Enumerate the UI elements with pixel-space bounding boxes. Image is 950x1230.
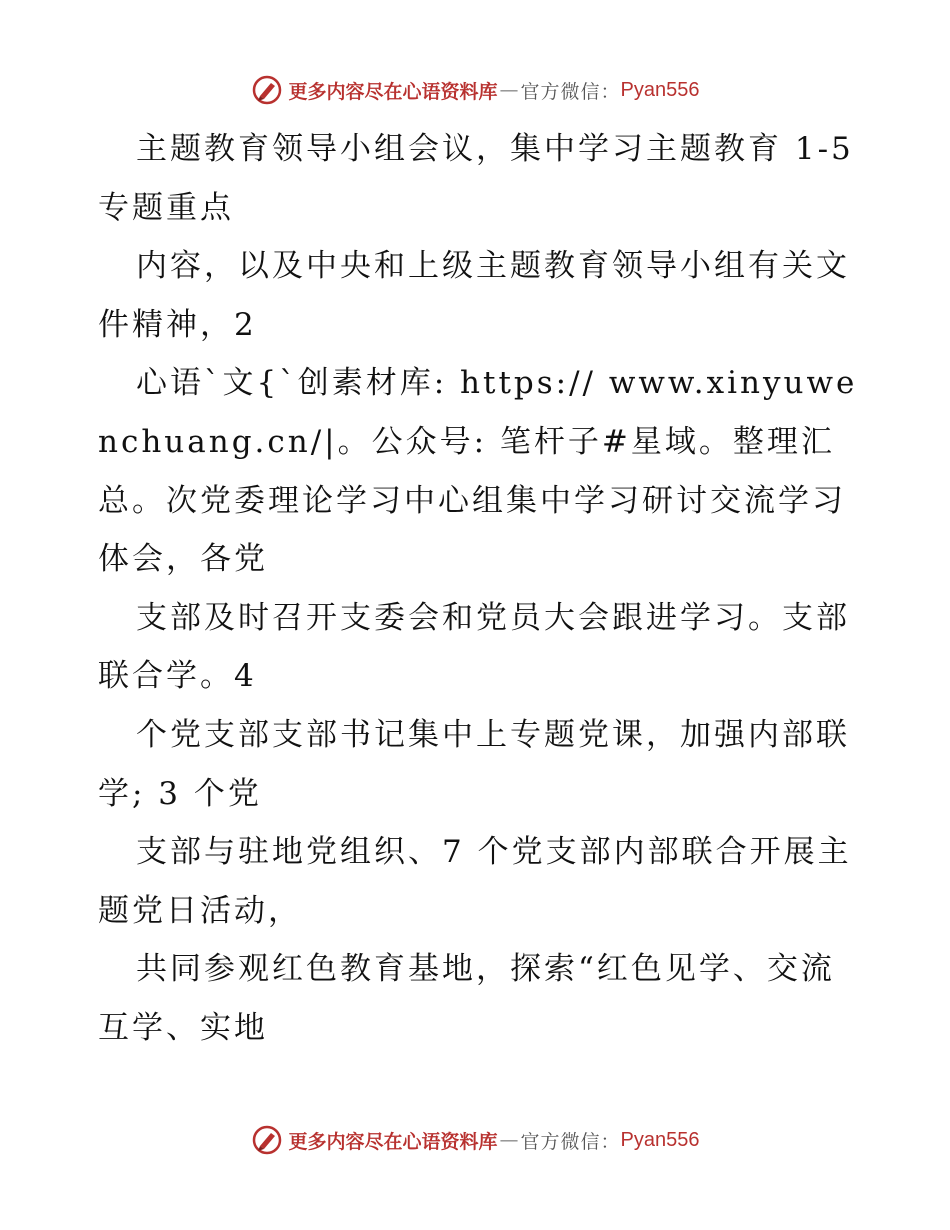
separator-dash: — <box>499 1129 519 1151</box>
document-body <box>98 120 858 1058</box>
paragraph: 内容，以及中央和上级主题教育领导小组有关文件精神，2 <box>98 248 850 343</box>
pen-logo-icon <box>251 74 283 106</box>
pen-logo-icon <box>251 1124 283 1156</box>
site-name-text: 更多内容尽在心语资料库 <box>288 80 498 103</box>
paragraph: 个党支部支部书记集中上专题党课，加强内部联学; 3 个党 <box>98 716 850 812</box>
wechat-label: 官方微信： <box>520 80 621 103</box>
paragraph: 支部与驻地党组织、7 个党支部内部联合开展主题党日活动， <box>98 834 852 929</box>
wechat-id: Pyan556 <box>620 78 700 101</box>
header-banner <box>0 70 950 110</box>
wechat-id: Pyan556 <box>620 1128 700 1151</box>
paragraph: 主题教育领导小组会议，集中学习主题教育 1-5 专题重点 <box>98 131 854 226</box>
separator-dash: — <box>499 79 519 101</box>
wechat-label: 官方微信： <box>520 1130 621 1153</box>
paragraph: 心语`文{`创素材库: https:// www.xinyuwenchuang.cn/|。公众号: 笔杆子#星域。整理汇总。次党委理论学习中心组集中学习研讨交流学习体会，各党 <box>98 365 858 578</box>
paragraph: 共同参观红色教育基地，探索“红色见学、交流互学、实地 <box>98 951 835 1046</box>
site-name-text: 更多内容尽在心语资料库 <box>288 1130 498 1153</box>
footer-banner <box>0 1120 950 1160</box>
paragraph: 支部及时召开支委会和党员大会跟进学习。支部联合学。4 <box>98 599 850 695</box>
